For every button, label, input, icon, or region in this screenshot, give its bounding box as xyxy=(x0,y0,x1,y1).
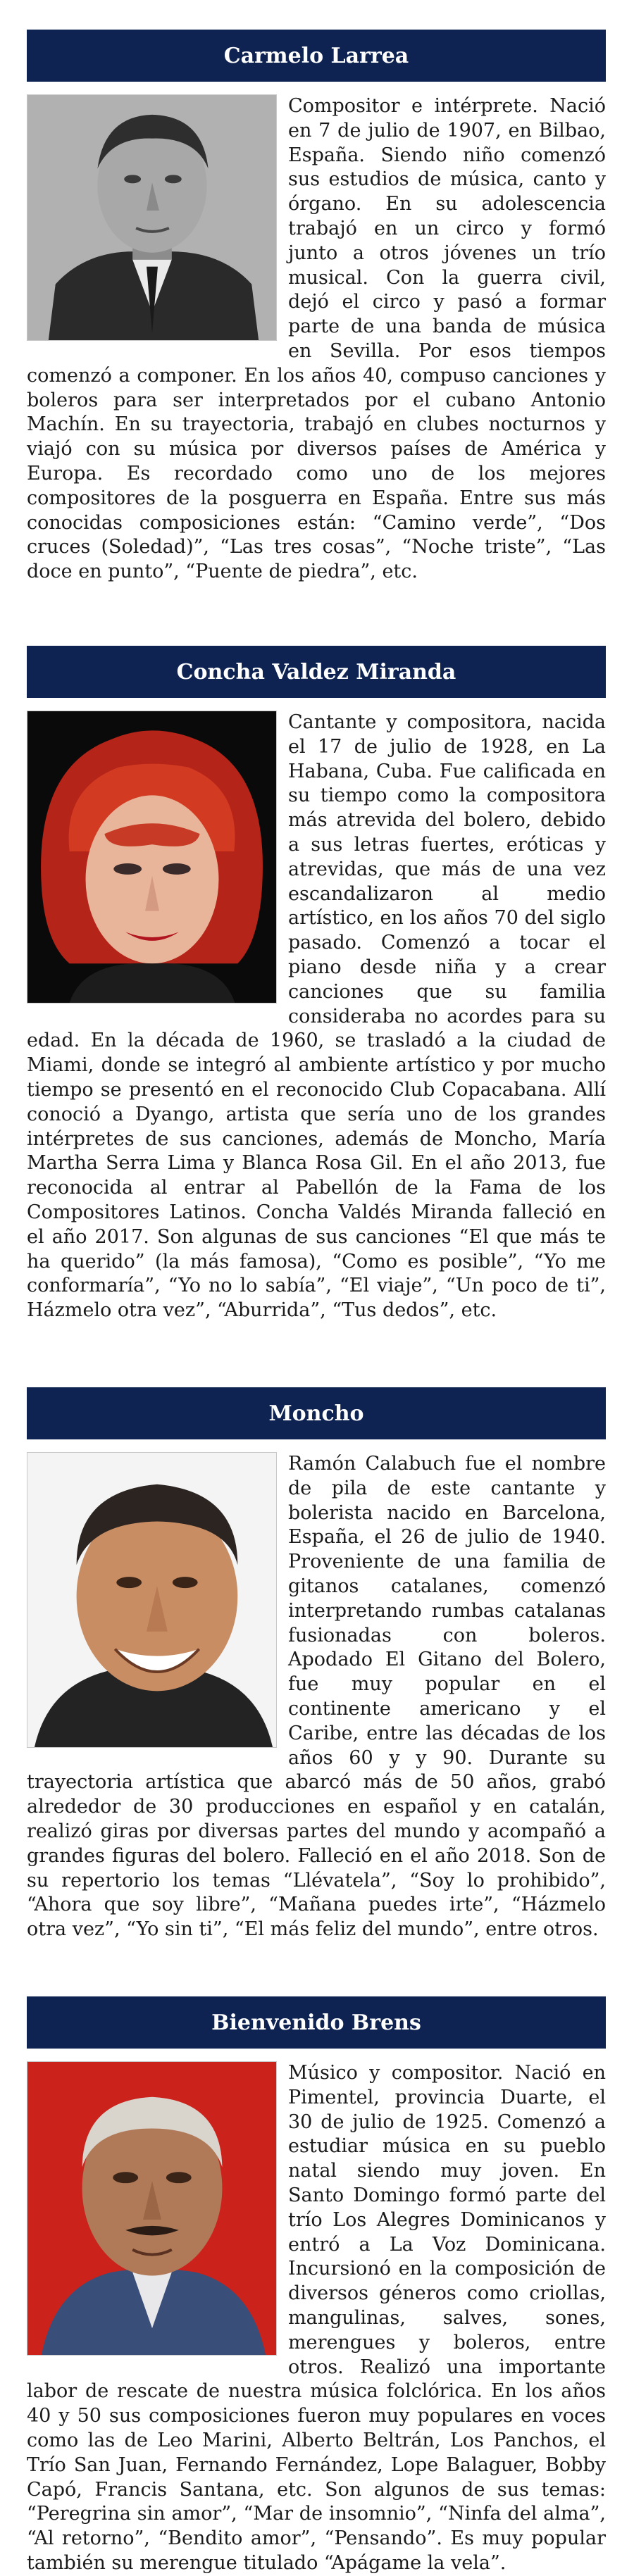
section-title: Concha Valdez Miranda xyxy=(176,659,456,684)
bio-paragraph: Músico y compositor. Nació en Pimentel, provincia Duarte, el 30 de julio de 1925. Comenzó a estudiar música en su pueblo natal siendo muy joven. En Santo Domingo formó parte del trío Los Alegres Dominicanos y entró a La Voz Dominicana. Incursionó en la composición de diversos géneros como criollas, mangulinas, salves, sones, merengues y boleros, entre otros. Realizó una importante labor de rescate de nuestra música folclórica. En los años 40 y 50 sus composiciones fueron muy populares en voces como las de Leo Marini, Alberto Beltrán, Los Panchos, el Trío San Juan, Fernando Fernández, Lope Balaguer, Bobby Capó, Francis Santana, etc. Son algunos de sus temas: “Peregrina sin amor”, “Mar de insomnio”, “Ninfa del alma”, “Al retorno”, “Bendito amor”, “Pensando”. Es muy popular también su merengue titulado “Apágame la vela”. xyxy=(27,2062,606,2574)
portrait-photo xyxy=(27,711,277,1003)
bio-section-concha-valdez-miranda xyxy=(27,646,606,1323)
section-header xyxy=(27,646,606,698)
bio-text-block xyxy=(27,711,606,1323)
portrait-photo xyxy=(27,1452,277,1748)
section-header xyxy=(27,1387,606,1439)
bio-text-block xyxy=(27,94,606,584)
bio-section-bienvenido-brens xyxy=(27,1996,606,2576)
bio-text-block xyxy=(27,2061,606,2576)
portrait-photo-man-mustache-icon xyxy=(27,2062,276,2355)
section-title: Moncho xyxy=(268,1401,364,1426)
bio-section-moncho xyxy=(27,1387,606,1942)
portrait-photo xyxy=(27,2061,277,2356)
portrait-photo-man-smiling-icon xyxy=(27,1453,276,1747)
section-header xyxy=(27,30,606,82)
bio-paragraph: Ramón Calabuch fue el nombre de pila de este cantante y bolerista nacido en Barcelona, España, el 26 de julio de 1940. Proveniente de una familia de gitanos catalanes, comenzó interpretando rumbas catalanas fusionadas con boleros. Apodado El Gitano del Bolero, fue muy popular en el continente americano y el Caribe, entre las décadas de los años 60 y y 90. Durante su trayectoria artística que abarcó más de 50 años, grabó alrededor de 30 producciones en español y en catalán, realizó giras por diversas partes del mundo y acompañó a grandes figuras del bolero. Falleció en el año 2018. Son de su repertorio los temas “Llévatela”, “Soy lo prohibido”, “Ahora que soy libre”, “Mañana puedes irte”, “Házmelo otra vez”, “Yo sin ti”, “El más feliz del mundo”, entre otros. xyxy=(27,1453,606,1941)
portrait-photo-woman-red-hair-icon xyxy=(27,711,276,1003)
bio-paragraph: Compositor e intérprete. Nació en 7 de julio de 1907, en Bilbao, España. Siendo niño comenzó sus estudios de música, canto y órgano. En su adolescencia trabajó en un circo y formó junto a otros jóvenes un trío musical. Con la guerra civil, dejó el circo y pasó a formar parte de una banda de música en Sevilla. Por esos tiempos comenzó a componer. En los años 40, compuso canciones y boleros para ser interpretados por el cubano Antonio Machín. En su trayectoria, trabajó en clubes nocturnos y viajó con su música por diversos países de América y Europa. Es recordado como uno de los mejores compositores de la posguerra en España. Entre sus más conocidas composiciones están: “Camino verde”, “Dos cruces (Soledad)”, “Las tres cosas”, “Noche triste”, “Las doce en punto”, “Puente de piedra”, etc. xyxy=(27,95,606,583)
section-title: Bienvenido Brens xyxy=(211,2010,421,2035)
section-header xyxy=(27,1996,606,2049)
section-title: Carmelo Larrea xyxy=(223,43,409,68)
bio-text-block xyxy=(27,1452,606,1942)
portrait-photo-man-bw-icon xyxy=(27,95,276,340)
bio-section-carmelo-larrea xyxy=(27,30,606,584)
bio-paragraph: Cantante y compositora, nacida el 17 de julio de 1928, en La Habana, Cuba. Fue calificada en su tiempo como la compositora más atrevida del bolero, debido a sus letras fuertes, eróticas y atrevidas, que más de una vez escandalizaron al medio artístico, en los años 70 del siglo pasado. Comenzó a tocar el piano desde niña y a crear canciones que su familia consideraba no acordes para su edad. En la década de 1960, se trasladó a la ciudad de Miami, donde se integró al ambiente artístico y por mucho tiempo se presentó en el reconocido Club Copacabana. Allí conoció a Dyango, artista que sería uno de los grandes intérpretes de sus canciones, además de Moncho, María Martha Serra Lima y Blanca Rosa Gil. En el año 2013, fue reconocida al entrar al Pabellón de la Fama de los Compositores Latinos. Concha Valdés Miranda falleció en el año 2017. Son algunas de sus canciones “El que más te ha querido” (la más famosa), “Como es posible”, “Yo me conformaría”, “Yo no lo sabía”, “El viaje”, “Un poco de ti”, Házmelo otra vez”, “Aburrida”, “Tus dedos”, etc. xyxy=(27,711,606,1322)
portrait-photo xyxy=(27,94,277,341)
